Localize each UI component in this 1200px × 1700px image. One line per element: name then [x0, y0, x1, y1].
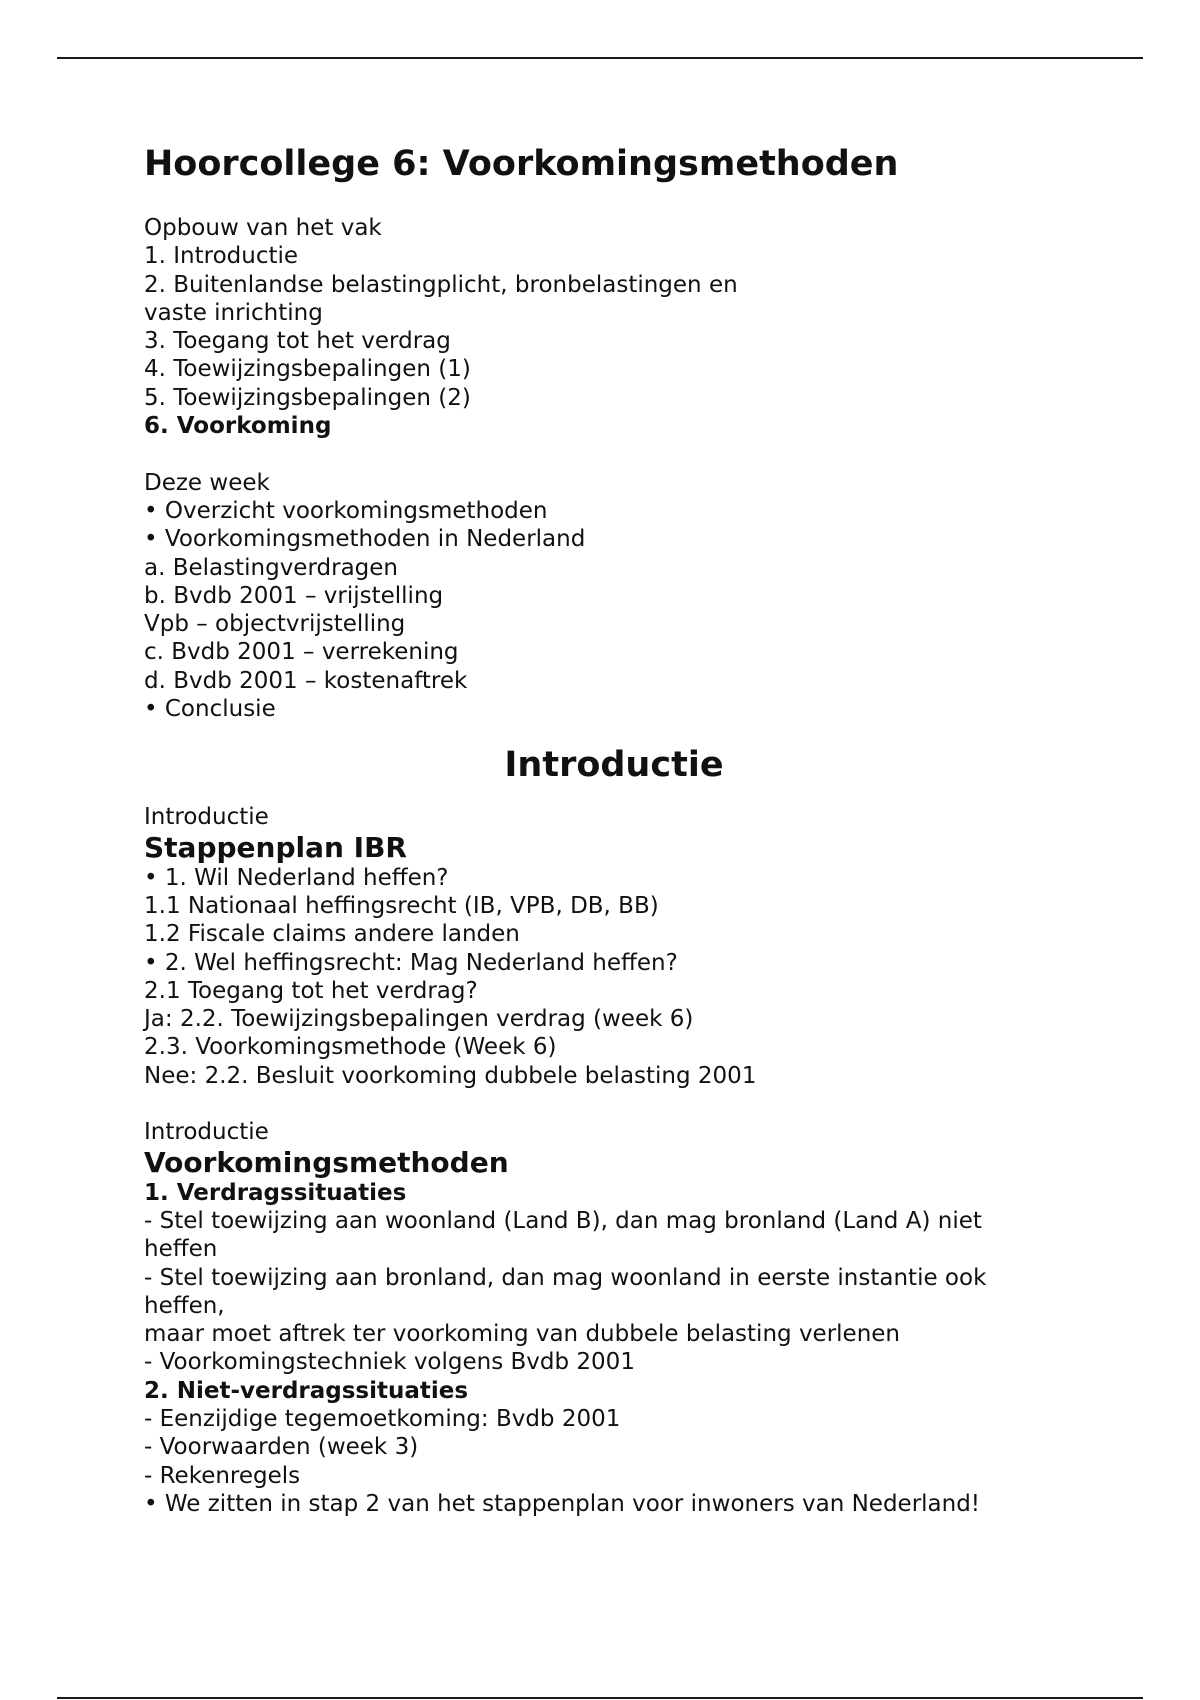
outline-item: vaste inrichting — [144, 299, 323, 326]
stappenplan-item: 2.1 Toegang tot het verdrag? — [144, 977, 478, 1004]
niet-verdragssituaties-heading: 2. Niet-verdragssituaties — [144, 1377, 469, 1404]
this-week-item: • Voorkomingsmethoden in Nederland — [144, 526, 586, 553]
niet-verdragssituaties-item: - Eenzijdige tegemoetkoming: Bvdb 2001 — [144, 1405, 621, 1432]
stappenplan-slide — [144, 803, 1084, 1090]
verdragssituaties-item: - Voorkomingstechniek volgens Bvdb 2001 — [144, 1349, 635, 1376]
spacer — [144, 194, 1084, 214]
outline-current-item: 6. Voorkoming — [144, 413, 332, 440]
this-week-item: a. Belastingverdragen — [144, 554, 398, 581]
page-title: Hoorcollege 6: Voorkomingsmethoden — [144, 144, 899, 184]
top-rule — [57, 57, 1143, 59]
voorkomingsmethoden-slide — [144, 1118, 1084, 1518]
stappenplan-item: • 1. Wil Nederland heffen? — [144, 864, 449, 891]
this-week-item: • Overzicht voorkomingsmethoden — [144, 497, 548, 524]
stappenplan-item: Ja: 2.2. Toewijzingsbepalingen verdrag (week 6) — [144, 1006, 694, 1033]
niet-verdragssituaties-item: • We zitten in stap 2 van het stappenplan voor inwoners van Nederland! — [144, 1490, 981, 1517]
this-week-item: b. Bvdb 2001 – vrijstelling — [144, 582, 444, 609]
this-week-item: c. Bvdb 2001 – verrekening — [144, 639, 459, 666]
this-week — [144, 469, 1084, 724]
this-week-heading: Deze week — [144, 469, 270, 496]
course-outline — [144, 214, 1084, 440]
spacer — [144, 1090, 1084, 1118]
this-week-item: • Conclusie — [144, 696, 276, 723]
bottom-rule — [57, 1697, 1143, 1699]
verdragssituaties-heading: 1. Verdragssituaties — [144, 1179, 407, 1206]
stappenplan-item: 1.1 Nationaal heffingsrecht (IB, VPB, DB, BB) — [144, 892, 659, 919]
outline-item: 5. Toewijzingsbepalingen (2) — [144, 384, 471, 411]
this-week-item: d. Bvdb 2001 – kostenaftrek — [144, 667, 468, 694]
verdragssituaties-item: heffen, — [144, 1292, 225, 1319]
verdragssituaties-item: heffen — [144, 1236, 218, 1263]
verdragssituaties-item: - Stel toewijzing aan woonland (Land B), dan mag bronland (Land A) niet — [144, 1207, 982, 1234]
section-heading: Introductie — [504, 745, 724, 786]
slide-label: Introductie — [144, 1119, 269, 1146]
slide-heading: Voorkomingsmethoden — [144, 1145, 509, 1179]
outline-item: 2. Buitenlandse belastingplicht, bronbelastingen en — [144, 271, 738, 298]
outline-item: 1. Introductie — [144, 243, 299, 270]
verdragssituaties-item: maar moet aftrek ter voorkoming van dubbele belasting verlenen — [144, 1321, 901, 1348]
verdragssituaties-item: - Stel toewijzing aan bronland, dan mag woonland in eerste instantie ook — [144, 1264, 987, 1291]
outline-item: 4. Toewijzingsbepalingen (1) — [144, 356, 471, 383]
slide-label: Introductie — [144, 804, 269, 831]
stappenplan-item: • 2. Wel heffingsrecht: Mag Nederland heffen? — [144, 949, 678, 976]
niet-verdragssituaties-item: - Rekenregels — [144, 1462, 301, 1489]
outline-item: 3. Toegang tot het verdrag — [144, 328, 451, 355]
stappenplan-item: 1.2 Fiscale claims andere landen — [144, 921, 520, 948]
niet-verdragssituaties-item: - Voorwaarden (week 3) — [144, 1434, 419, 1461]
stappenplan-item: 2.3. Voorkomingsmethode (Week 6) — [144, 1034, 557, 1061]
slide-heading: Stappenplan IBR — [144, 830, 407, 864]
stappenplan-item: Nee: 2.2. Besluit voorkoming dubbele belasting 2001 — [144, 1062, 757, 1089]
this-week-item: Vpb – objectvrijstelling — [144, 611, 406, 638]
spacer — [144, 440, 1084, 468]
document-body — [144, 134, 1084, 1518]
course-outline-heading: Opbouw van het vak — [144, 215, 382, 241]
